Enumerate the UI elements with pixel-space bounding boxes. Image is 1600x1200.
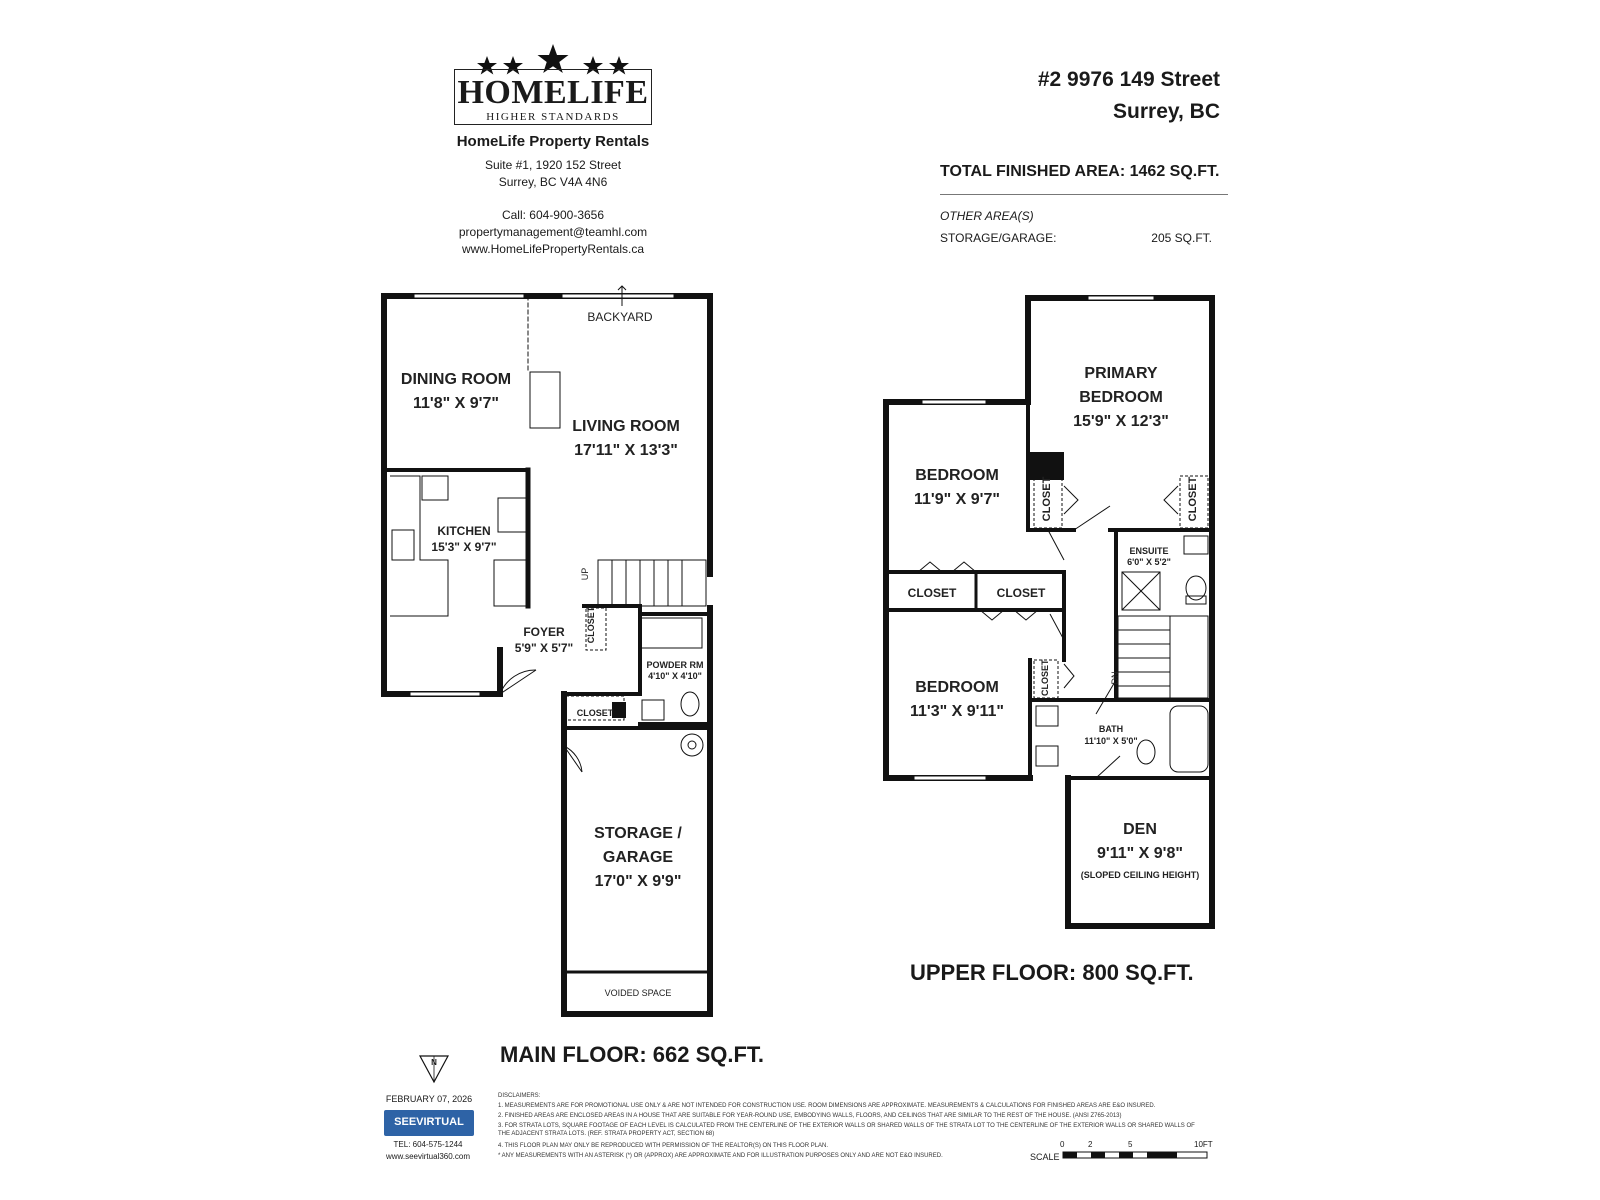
total-finished-area: TOTAL FINISHED AREA: 1462 SQ.FT.	[940, 163, 1220, 180]
room-storage-dims: 17'0" X 9'9"	[594, 873, 682, 890]
room-powder-name: POWDER RM	[646, 660, 704, 670]
room-primary-name2: BEDROOM	[1079, 389, 1163, 406]
room-storage-name2: GARAGE	[602, 849, 674, 866]
room-powder-dims: 4'10" X 4'10"	[648, 671, 702, 681]
north-arrow-icon	[418, 1052, 450, 1084]
room-primary-name: PRIMARY	[1084, 365, 1158, 382]
footer-date: FEBRUARY 07, 2026	[385, 1094, 473, 1104]
room-primary-dims: 15'9" X 12'3"	[1073, 413, 1169, 430]
scale-label: SCALE	[1030, 1152, 1060, 1162]
disclaimer-line: 2. FINISHED AREAS ARE ENCLOSED AREAS IN A HOUSE THAT ARE SUITABLE FOR YEAR-ROUND USE, EMBODYING WALLS, FLOORS, AND CEILINGS THAT ARE SIMILAR TO THE REST OF THE HOUSE. (ANSI Z765-2013)	[498, 1113, 1122, 1119]
company-website: www.HomeLifePropertyRentals.ca	[461, 242, 645, 256]
room-closet-u5: CLOSET	[1040, 659, 1050, 696]
room-dining-dims: 11'8" X 9'7"	[413, 395, 499, 412]
scale-bar	[1062, 1150, 1212, 1162]
company-name: HomeLife Property Rentals	[456, 133, 650, 150]
disclaimers-heading: DISCLAIMERS:	[498, 1093, 541, 1099]
room-closet-1: CLOSET	[586, 606, 596, 644]
property-address-line1: #2 9976 149 Street	[1037, 68, 1220, 91]
room-storage-name: STORAGE /	[594, 825, 682, 842]
scale-tick: 0	[1060, 1140, 1065, 1149]
other-area-value: 205 SQ.FT.	[1151, 231, 1212, 245]
disclaimer-line: * ANY MEASUREMENTS WITH AN ASTERISK (*) OR (APPROX) ARE APPROXIMATE AND FOR ILLUSTRATION PURPOSES ONLY AND ARE NOT E&O INSURED.	[498, 1153, 943, 1159]
company-address-line2: Surrey, BC V4A 4N6	[498, 175, 608, 189]
room-den-dims: 9'11" X 9'8"	[1097, 845, 1183, 862]
footer-tel: TEL: 604-575-1244	[393, 1140, 463, 1149]
scale-tick: 5	[1128, 1140, 1133, 1149]
north-arrow-label: N	[431, 1058, 437, 1067]
company-address-line1: Suite #1, 1920 152 Street	[484, 158, 622, 172]
room-bedroom2-name: BEDROOM	[915, 467, 999, 484]
logo-tagline: HIGHER STANDARDS	[486, 111, 620, 123]
logo-wordmark: HOMELIFE	[457, 74, 649, 111]
room-foyer-dims: 5'9" X 5'7"	[514, 641, 574, 655]
label-backyard: BACKYARD	[587, 310, 653, 324]
room-bedroom3-name: BEDROOM	[915, 679, 999, 696]
room-den-name: DEN	[1123, 821, 1157, 838]
room-dining-name: DINING ROOM	[400, 371, 512, 388]
footer-web: www.seevirtual360.com	[385, 1152, 471, 1161]
seevirtual-logo-text: SEEVIRTUAL	[394, 1116, 464, 1128]
property-address-line2: Surrey, BC	[1113, 100, 1220, 123]
main-floor-title: MAIN FLOOR: 662 SQ.FT.	[500, 1042, 765, 1067]
room-closet-u3: CLOSET	[907, 586, 957, 600]
upper-floor-title: UPPER FLOOR: 800 SQ.FT.	[910, 960, 1194, 985]
other-area-label: STORAGE/GARAGE:	[940, 231, 1057, 245]
room-closet-2: CLOSET	[576, 708, 614, 718]
room-bath-dims: 11'10" X 5'0"	[1084, 736, 1138, 746]
label-stairs-up: UP	[580, 567, 590, 581]
disclaimer-line: 1. MEASUREMENTS ARE FOR PROMOTIONAL USE ONLY & ARE NOT INTENDED FOR CONSTRUCTION USE. ROOM DIMENSIONS ARE APPROXIMATE. MEASUREMENTS & CALCULATIONS FOR FINISHED AREAS ARE E&O INSURED.	[498, 1103, 1156, 1109]
company-phone: Call: 604-900-3656	[501, 208, 605, 222]
room-closet-u4: CLOSET	[996, 586, 1046, 600]
room-ensuite-name: ENSUITE	[1129, 546, 1169, 556]
room-bath-name: BATH	[1098, 724, 1124, 734]
room-closet-u2: CLOSET	[1187, 476, 1199, 522]
scale-tick: 10FT	[1194, 1140, 1213, 1149]
label-voided-space: VOIDED SPACE	[604, 988, 672, 998]
scale-tick: 2	[1088, 1140, 1093, 1149]
company-email: propertymanagement@teamhl.com	[458, 225, 648, 239]
room-foyer-name: FOYER	[523, 625, 565, 639]
disclaimer-line: 3. FOR STRATA LOTS, SQUARE FOOTAGE OF EACH LEVEL IS CALCULATED FROM THE CENTERLINE OF THE EXTERIOR WALLS OR SHARED WALLS OF THE STRATA LOT TO THE CENTERLINE OF THE EXTERIOR WALLS OR SHARED WALLS OF THE ADJACENT STRATA LOTS. (REF. STRATA PROPERTY ACT, SECTION 68)	[498, 1123, 1195, 1138]
room-bedroom2-dims: 11'9" X 9'7"	[914, 491, 1000, 508]
room-bedroom3-dims: 11'3" X 9'11"	[910, 703, 1004, 720]
room-closet-u1: CLOSET	[1041, 476, 1053, 522]
room-den-note: (SLOPED CEILING HEIGHT)	[1080, 870, 1200, 880]
disclaimer-line: 4. THIS FLOOR PLAN MAY ONLY BE REPRODUCED WITH PERMISSION OF THE REALTOR(S) ON THIS FLOOR PLAN.	[498, 1143, 829, 1149]
label-stairs-dn: DN	[1110, 671, 1120, 685]
room-kitchen-name: KITCHEN	[437, 524, 491, 538]
room-living-dims: 17'11" X 13'3"	[574, 442, 678, 459]
room-ensuite-dims: 6'0" X 5'2"	[1127, 557, 1171, 567]
other-areas-heading: OTHER AREA(S)	[940, 209, 1034, 223]
room-living-name: LIVING ROOM	[572, 418, 680, 435]
room-kitchen-dims: 15'3" X 9'7"	[431, 540, 497, 554]
